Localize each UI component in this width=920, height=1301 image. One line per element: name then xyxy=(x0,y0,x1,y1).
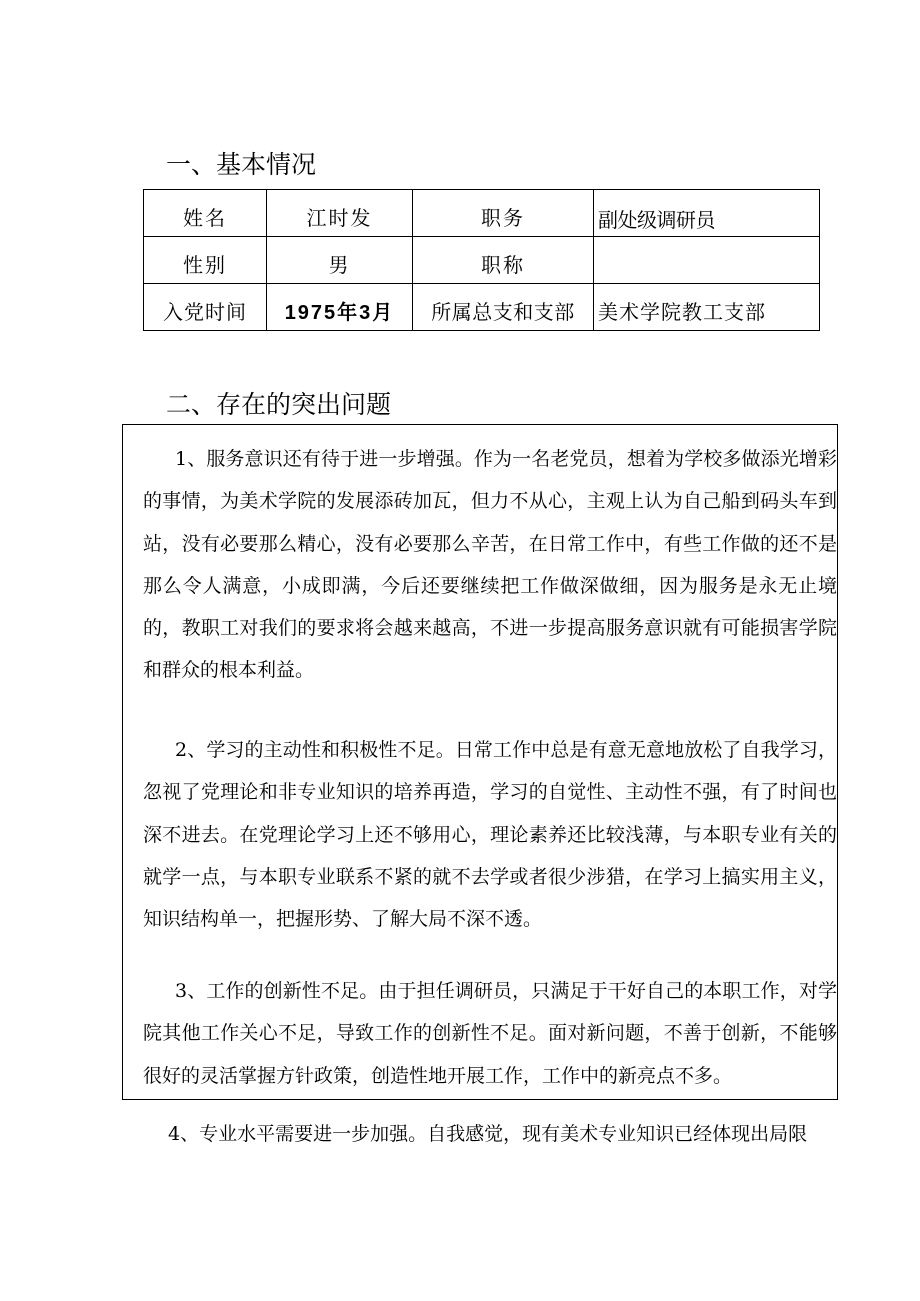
table-row xyxy=(144,284,820,331)
post-value: 副处级调研员 xyxy=(594,190,820,237)
issue-paragraph-3: 3、工作的创新性不足。由于担任调研员，只满足于干好自己的本职工作，对学院其他工作关心不足，导致工作的创新性不足。面对新问题，不善于创新，不能够很好的灵活掌握方针政策，创造性地开展工作，工作中的新亮点不多。 xyxy=(143,980,837,1087)
title-label: 职称 xyxy=(413,237,594,284)
issue-paragraph-2: 2、学习的主动性和积极性不足。日常工作中总是有意无意地放松了自我学习，忽视了党理论和非专业知识的培养再造，学习的自觉性、主动性不强，有了时间也深不进去。在党理论学习上还不够用心，理论素养还比较浅薄，与本职专业有关的就学一点，与本职专业联系不紧的就不去学或者很少涉猎，在学习上搞实用主义，知识结构单一，把握形势、了解大局不深不透。 xyxy=(143,739,837,931)
issue-paragraph-1: 1、服务意识还有待于进一步增强。作为一名老党员，想着为学校多做添光增彩的事情，为美术学院的发展添砖加瓦，但力不从心，主观上认为自己船到码头车到站，没有必要那么精心，没有必要那么辛苦，在日常工作中，有些工作做的还不是那么令人满意，小成即满，今后还要继续把工作做深做细，因为服务是永无止境的，教职工对我们的要求将会越来越高，不进一步提高服务意识就有可能损害学院和群众的根本利益。 xyxy=(143,448,837,682)
issues-box xyxy=(122,424,838,1100)
gender-label: 性别 xyxy=(144,237,267,284)
issue-paragraph-4: 4、专业水平需要进一步加强。自我感觉，现有美术专业知识已经体现出局限 xyxy=(168,1123,808,1145)
section-2-title: 二、存在的突出问题 xyxy=(166,390,392,419)
basic-info-table xyxy=(143,189,820,331)
branch-label: 所属总支和支部 xyxy=(413,284,594,331)
join-date-value: 1975年3月 xyxy=(267,284,413,331)
gender-value: 男 xyxy=(267,237,413,284)
name-value: 江时发 xyxy=(267,190,413,237)
branch-value: 美术学院教工支部 xyxy=(594,284,820,331)
post-label: 职务 xyxy=(413,190,594,237)
join-date-label: 入党时间 xyxy=(144,284,267,331)
section-1-title: 一、基本情况 xyxy=(166,150,317,179)
name-label: 姓名 xyxy=(144,190,267,237)
table-row xyxy=(144,190,820,237)
table-row xyxy=(144,237,820,284)
title-value xyxy=(594,237,820,284)
